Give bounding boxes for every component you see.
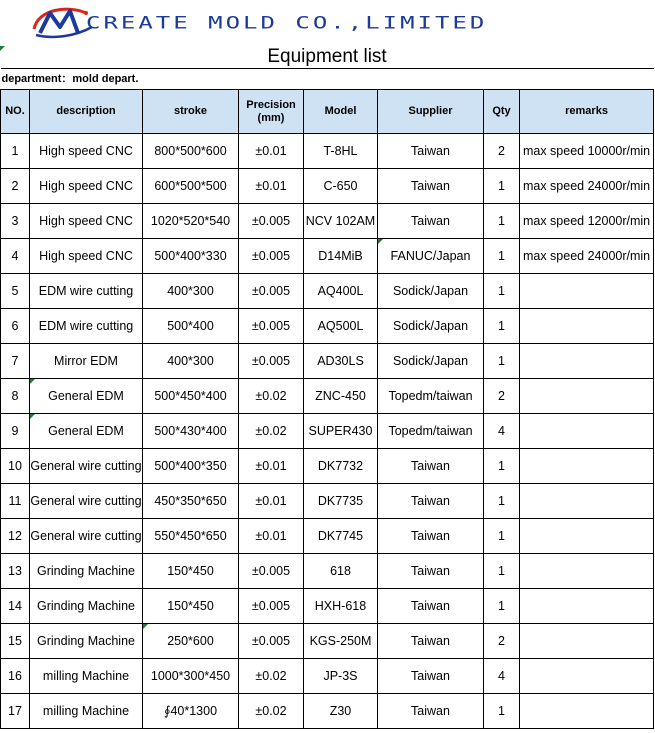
cell-description: High speed CNC bbox=[30, 169, 143, 204]
cell-precision: ±0.02 bbox=[239, 414, 304, 449]
cell-stroke: 500*400*330 bbox=[143, 239, 239, 274]
table-row bbox=[1, 169, 654, 204]
cell-stroke: 500*400 bbox=[143, 309, 239, 344]
cell-model: AD30LS bbox=[304, 344, 378, 379]
table-row bbox=[1, 204, 654, 239]
cell-model: ZNC-450 bbox=[304, 379, 378, 414]
cell-supplier: Taiwan bbox=[378, 204, 484, 239]
header-precision: Precision (mm) bbox=[239, 90, 304, 134]
cell-description: Grinding Machine bbox=[30, 589, 143, 624]
cell-supplier: Topedm/taiwan bbox=[378, 379, 484, 414]
cell-supplier: Taiwan bbox=[378, 134, 484, 169]
cell-remarks: max speed 10000r/min bbox=[520, 134, 654, 169]
cell-stroke: 500*430*400 bbox=[143, 414, 239, 449]
cell-stroke: 250*600 bbox=[143, 624, 239, 659]
cell-qty: 1 bbox=[484, 589, 520, 624]
cell-remarks bbox=[520, 554, 654, 589]
cell-description: Grinding Machine bbox=[30, 624, 143, 659]
cell-precision: ±0.02 bbox=[239, 659, 304, 694]
table-row bbox=[1, 659, 654, 694]
cell-precision: ±0.005 bbox=[239, 554, 304, 589]
table-row bbox=[1, 449, 654, 484]
table-row bbox=[1, 379, 654, 414]
cell-precision: ±0.01 bbox=[239, 449, 304, 484]
cell-precision: ±0.005 bbox=[239, 624, 304, 659]
cell-qty: 1 bbox=[484, 554, 520, 589]
cell-no: 11 bbox=[1, 484, 30, 519]
cell-remarks bbox=[520, 659, 654, 694]
cell-model: DK7745 bbox=[304, 519, 378, 554]
cell-precision: ±0.005 bbox=[239, 274, 304, 309]
cell-supplier: Sodick/Japan bbox=[378, 344, 484, 379]
header-no: NO. bbox=[1, 90, 30, 134]
cell-model: 618 bbox=[304, 554, 378, 589]
table-row bbox=[1, 624, 654, 659]
cell-no: 9 bbox=[1, 414, 30, 449]
cell-supplier: Taiwan bbox=[378, 449, 484, 484]
table-row bbox=[1, 309, 654, 344]
cell-no: 6 bbox=[1, 309, 30, 344]
cell-description: High speed CNC bbox=[30, 239, 143, 274]
table-row bbox=[1, 519, 654, 554]
cell-model: AQ400L bbox=[304, 274, 378, 309]
cell-description: General wire cutting bbox=[30, 519, 143, 554]
header-description: description bbox=[30, 90, 143, 134]
equipment-table bbox=[0, 46, 654, 729]
cell-description: General EDM bbox=[30, 379, 143, 414]
cell-supplier: FANUC/Japan bbox=[378, 239, 484, 274]
cell-stroke: 150*450 bbox=[143, 589, 239, 624]
cell-supplier: Topedm/taiwan bbox=[378, 414, 484, 449]
table-header-row bbox=[1, 90, 654, 134]
cell-qty: 1 bbox=[484, 169, 520, 204]
cell-stroke: 400*300 bbox=[143, 274, 239, 309]
cell-precision: ±0.02 bbox=[239, 694, 304, 729]
cell-supplier: Sodick/Japan bbox=[378, 309, 484, 344]
cell-description: EDM wire cutting bbox=[30, 309, 143, 344]
cell-remarks bbox=[520, 414, 654, 449]
cell-stroke: 500*400*350 bbox=[143, 449, 239, 484]
cell-no: 13 bbox=[1, 554, 30, 589]
cell-no: 17 bbox=[1, 694, 30, 729]
cell-model: Z30 bbox=[304, 694, 378, 729]
cell-supplier: Sodick/Japan bbox=[378, 274, 484, 309]
cell-no: 12 bbox=[1, 519, 30, 554]
table-row bbox=[1, 274, 654, 309]
cell-precision: ±0.005 bbox=[239, 589, 304, 624]
cell-remarks bbox=[520, 309, 654, 344]
cell-no: 2 bbox=[1, 169, 30, 204]
cell-precision: ±0.02 bbox=[239, 379, 304, 414]
cell-supplier: Taiwan bbox=[378, 484, 484, 519]
page-title: Equipment list bbox=[1, 46, 654, 69]
cell-qty: 1 bbox=[484, 484, 520, 519]
cell-precision: ±0.01 bbox=[239, 169, 304, 204]
header-remarks: remarks bbox=[520, 90, 654, 134]
header-model: Model bbox=[304, 90, 378, 134]
cell-qty: 1 bbox=[484, 309, 520, 344]
cell-remarks bbox=[520, 274, 654, 309]
cell-supplier: Taiwan bbox=[378, 659, 484, 694]
cell-stroke: 450*350*650 bbox=[143, 484, 239, 519]
company-header bbox=[0, 0, 655, 46]
header-stroke: stroke bbox=[143, 90, 239, 134]
cell-supplier: Taiwan bbox=[378, 519, 484, 554]
cell-precision: ±0.005 bbox=[239, 309, 304, 344]
cell-qty: 1 bbox=[484, 274, 520, 309]
cell-description: General EDM bbox=[30, 414, 143, 449]
cell-precision: ±0.01 bbox=[239, 134, 304, 169]
cell-supplier: Taiwan bbox=[378, 554, 484, 589]
cell-no: 3 bbox=[1, 204, 30, 239]
cell-model: JP-3S bbox=[304, 659, 378, 694]
cell-precision: ±0.005 bbox=[239, 204, 304, 239]
cell-supplier: Taiwan bbox=[378, 589, 484, 624]
cell-no: 1 bbox=[1, 134, 30, 169]
cell-description: High speed CNC bbox=[30, 204, 143, 239]
cell-precision: ±0.01 bbox=[239, 519, 304, 554]
cell-remarks bbox=[520, 624, 654, 659]
cell-stroke: 1000*300*450 bbox=[143, 659, 239, 694]
cell-qty: 2 bbox=[484, 134, 520, 169]
cell-stroke: 150*450 bbox=[143, 554, 239, 589]
cell-remarks bbox=[520, 379, 654, 414]
cell-description: EDM wire cutting bbox=[30, 274, 143, 309]
cell-qty: 1 bbox=[484, 449, 520, 484]
cell-description: milling Machine bbox=[30, 694, 143, 729]
cell-supplier: Taiwan bbox=[378, 624, 484, 659]
cell-model: DK7732 bbox=[304, 449, 378, 484]
table-row bbox=[1, 239, 654, 274]
cell-stroke: 1020*520*540 bbox=[143, 204, 239, 239]
cell-model: C-650 bbox=[304, 169, 378, 204]
cell-qty: 4 bbox=[484, 414, 520, 449]
table-row bbox=[1, 589, 654, 624]
cell-stroke: ∮40*1300 bbox=[143, 694, 239, 729]
cell-model: D14MiB bbox=[304, 239, 378, 274]
table-row bbox=[1, 344, 654, 379]
header-qty: Qty bbox=[484, 90, 520, 134]
cell-no: 14 bbox=[1, 589, 30, 624]
cell-stroke: 400*300 bbox=[143, 344, 239, 379]
cell-qty: 1 bbox=[484, 519, 520, 554]
cell-stroke: 550*450*650 bbox=[143, 519, 239, 554]
cell-remarks bbox=[520, 519, 654, 554]
cell-qty: 1 bbox=[484, 694, 520, 729]
cell-supplier: Taiwan bbox=[378, 694, 484, 729]
cell-model: SUPER430 bbox=[304, 414, 378, 449]
cell-model: HXH-618 bbox=[304, 589, 378, 624]
table-row bbox=[1, 414, 654, 449]
table-row bbox=[1, 554, 654, 589]
cell-remarks bbox=[520, 694, 654, 729]
cell-model: KGS-250M bbox=[304, 624, 378, 659]
cell-remarks bbox=[520, 449, 654, 484]
header-supplier: Supplier bbox=[378, 90, 484, 134]
cell-qty: 1 bbox=[484, 204, 520, 239]
cell-description: Mirror EDM bbox=[30, 344, 143, 379]
cell-description: General wire cutting bbox=[30, 449, 143, 484]
cell-no: 7 bbox=[1, 344, 30, 379]
table-row bbox=[1, 694, 654, 729]
cell-no: 4 bbox=[1, 239, 30, 274]
cell-stroke: 600*500*500 bbox=[143, 169, 239, 204]
cell-model: NCV 102AM bbox=[304, 204, 378, 239]
cell-qty: 1 bbox=[484, 344, 520, 379]
cell-model: T-8HL bbox=[304, 134, 378, 169]
cell-qty: 4 bbox=[484, 659, 520, 694]
cell-no: 16 bbox=[1, 659, 30, 694]
cell-precision: ±0.01 bbox=[239, 484, 304, 519]
cell-precision: ±0.005 bbox=[239, 344, 304, 379]
cell-no: 5 bbox=[1, 274, 30, 309]
cell-stroke: 500*450*400 bbox=[143, 379, 239, 414]
cell-model: DK7735 bbox=[304, 484, 378, 519]
cell-no: 10 bbox=[1, 449, 30, 484]
cell-qty: 2 bbox=[484, 624, 520, 659]
cell-description: milling Machine bbox=[30, 659, 143, 694]
table-row bbox=[1, 134, 654, 169]
cell-remarks bbox=[520, 344, 654, 379]
cell-description: Grinding Machine bbox=[30, 554, 143, 589]
cell-no: 15 bbox=[1, 624, 30, 659]
cell-qty: 1 bbox=[484, 239, 520, 274]
cell-stroke: 800*500*600 bbox=[143, 134, 239, 169]
cell-remarks bbox=[520, 589, 654, 624]
cell-remarks: max speed 24000r/min bbox=[520, 169, 654, 204]
department-label: department：mold depart. bbox=[1, 69, 654, 90]
cell-no: 8 bbox=[1, 379, 30, 414]
cell-model: AQ500L bbox=[304, 309, 378, 344]
cell-qty: 2 bbox=[484, 379, 520, 414]
cell-remarks: max speed 12000r/min bbox=[520, 204, 654, 239]
cell-precision: ±0.005 bbox=[239, 239, 304, 274]
cell-description: General wire cutting bbox=[30, 484, 143, 519]
company-name: CREATE MOLD CO.,LIMITED bbox=[86, 13, 488, 33]
cell-supplier: Taiwan bbox=[378, 169, 484, 204]
cell-remarks: max speed 24000r/min bbox=[520, 239, 654, 274]
cell-description: High speed CNC bbox=[30, 134, 143, 169]
cell-remarks bbox=[520, 484, 654, 519]
table-row bbox=[1, 484, 654, 519]
